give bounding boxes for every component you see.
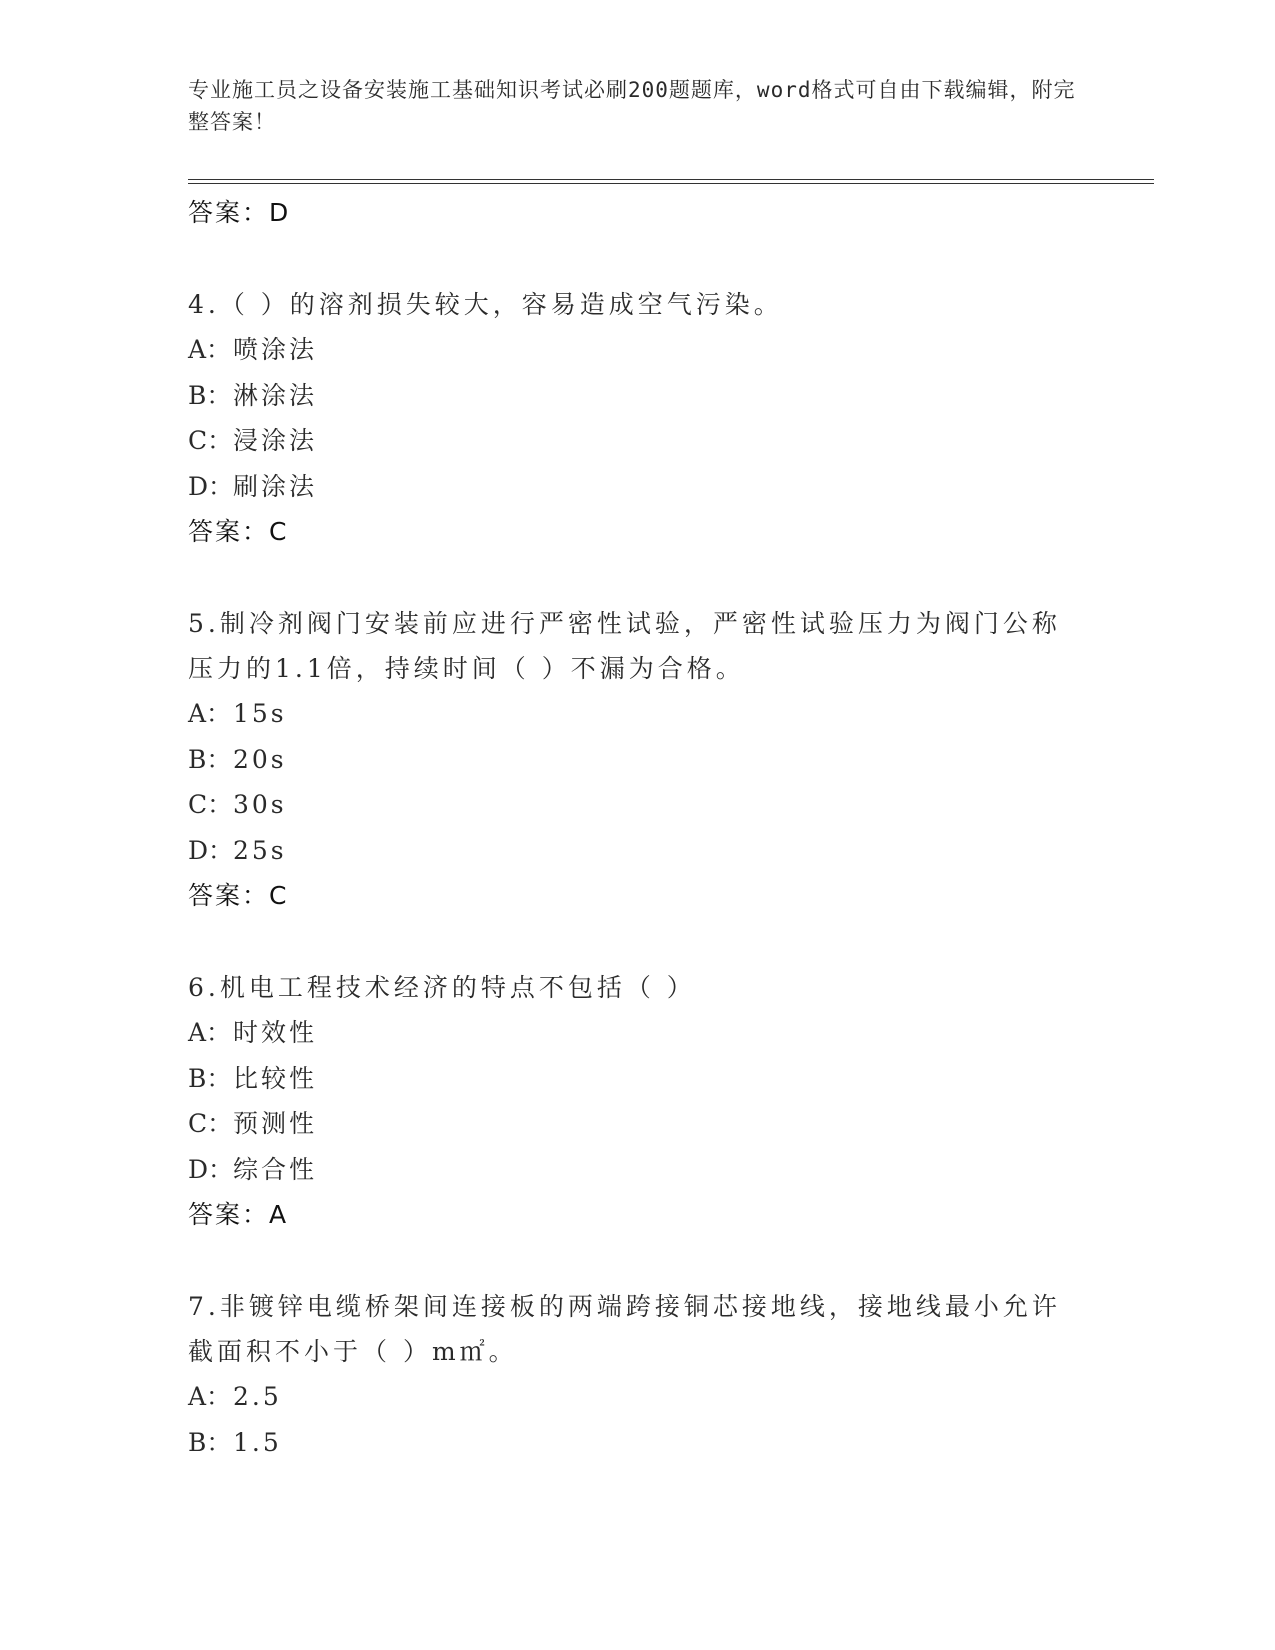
option-key: A： xyxy=(188,335,232,364)
option-key: A： xyxy=(188,699,232,728)
option-text: 淋涂法 xyxy=(233,380,318,410)
option-c xyxy=(188,1101,1088,1147)
question-list xyxy=(188,190,1088,1465)
option-c xyxy=(188,782,1088,828)
option-b xyxy=(188,1420,1088,1466)
answer-line xyxy=(188,509,1088,554)
option-b xyxy=(188,1056,1088,1102)
answer-label: 答案： xyxy=(188,198,270,227)
header-rule-top xyxy=(188,179,1154,180)
answer-label: 答案： xyxy=(188,881,270,910)
header-rule-bottom xyxy=(188,183,1154,184)
answer-label: 答案： xyxy=(188,517,270,546)
option-key: B： xyxy=(188,744,232,774)
option-key: D： xyxy=(188,1154,234,1184)
option-text: 20s xyxy=(233,744,287,774)
option-d xyxy=(188,828,1088,874)
question-text: 4.（ ）的溶剂损失较大，容易造成空气污染。 xyxy=(188,290,783,319)
option-b xyxy=(188,373,1088,419)
option-text: 15s xyxy=(233,699,287,728)
option-text: 2.5 xyxy=(233,1382,282,1411)
option-key: C： xyxy=(188,1109,233,1138)
option-text: 30s xyxy=(233,790,287,819)
question-item xyxy=(188,601,1088,918)
question-text: 6.机电工程技术经济的特点不包括（ ） xyxy=(188,973,696,1002)
option-a xyxy=(188,327,1088,373)
option-text: 1.5 xyxy=(233,1427,282,1457)
option-text: 25s xyxy=(233,835,287,865)
option-key: C： xyxy=(188,426,233,455)
option-key: B： xyxy=(188,1063,232,1093)
option-text: 预测性 xyxy=(233,1109,318,1138)
answer-value: C xyxy=(269,517,288,546)
question-text: 7.非镀锌电缆桥架间连接板的两端跨接铜芯接地线，接地线最小允许截面积不小于（ ）m㎡。 xyxy=(188,1292,1061,1366)
option-key: C： xyxy=(188,790,233,819)
answer-line xyxy=(188,873,1088,918)
option-text: 浸涂法 xyxy=(233,426,318,455)
option-text: 综合性 xyxy=(233,1154,318,1184)
answer-line xyxy=(188,1192,1088,1237)
option-key: B： xyxy=(188,1427,232,1457)
option-key: A： xyxy=(188,1018,232,1047)
option-text: 刷涂法 xyxy=(233,471,318,501)
question-item xyxy=(188,282,1088,554)
question-item xyxy=(188,965,1088,1237)
option-d xyxy=(188,464,1088,510)
option-a xyxy=(188,691,1088,737)
option-key: D： xyxy=(188,471,234,501)
document-header: 专业施工员之设备安装施工基础知识考试必刷200题题库，word格式可自由下载编辑，附完整答案！ xyxy=(188,78,1076,134)
option-a xyxy=(188,1374,1088,1420)
answer-value: C xyxy=(269,881,288,910)
option-text: 时效性 xyxy=(233,1018,318,1047)
option-key: D： xyxy=(188,835,234,865)
answer-line xyxy=(188,190,1088,235)
option-a xyxy=(188,1010,1088,1056)
option-d xyxy=(188,1147,1088,1193)
option-text: 比较性 xyxy=(233,1063,318,1093)
option-b xyxy=(188,737,1088,783)
option-key: B： xyxy=(188,380,232,410)
question-item xyxy=(188,1284,1088,1465)
option-c xyxy=(188,418,1088,464)
answer-value: A xyxy=(269,1200,288,1229)
option-text: 喷涂法 xyxy=(233,335,318,364)
answer-value: D xyxy=(269,198,290,227)
option-key: A： xyxy=(188,1382,232,1411)
question-text: 5.制冷剂阀门安装前应进行严密性试验，严密性试验压力为阀门公称压力的1.1倍，持续时间（ ）不漏为合格。 xyxy=(188,609,1061,683)
answer-label: 答案： xyxy=(188,1200,270,1229)
